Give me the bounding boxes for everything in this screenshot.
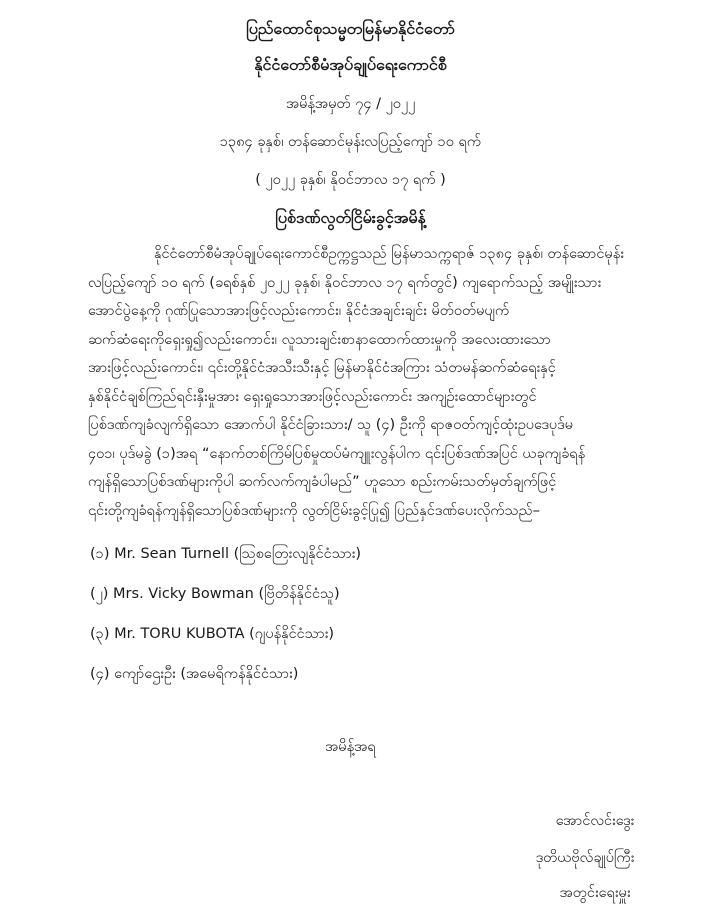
- list-item: (၂) Mrs. Vicky Bowman (ဗြိတိန်နိုင်ငံသူ): [90, 586, 340, 602]
- list-item: (၁) Mr. Sean Turnell (ဩစတြေးလျနိုင်ငံသား): [90, 546, 362, 562]
- body-line: လပြည့်ကျော် ၁၀ ရက် (ခရစ်နှစ် ၂၀၂၂ ခုနှစ်၊ နိုဝင်ဘာလ ၁၇ ရက်တွင်) ကျရောက်သည့် အမျိုးသား: [88, 274, 602, 291]
- body-line: နိုင်ငံတော်စီမံအုပ်ချုပ်ရေးကောင်စီဥက္ကဋ္ဌသည် မြန်မာသက္ကရာဇ် ၁၃၈၄ ခုနှစ်၊ တန်ဆောင်မုန်း: [154, 246, 624, 262]
- signatory-title: ဒုတိယဗိုလ်ချုပ်ကြီး: [535, 850, 635, 866]
- signatory-role: အတွင်းရေးမှူး: [559, 885, 631, 901]
- body-line: ကျန်ရှိသောပြစ်ဒဏ်များကိုပါ ဆက်လက်ကျခံပါမည်” ဟူသော စည်းကမ်းသတ်မှတ်ချက်ဖြင့်: [88, 474, 557, 490]
- header-country: ပြည်ထောင်စုသမ္မတမြန်မာနိုင်ငံတော်: [246, 19, 455, 38]
- order-body: [88, 240, 622, 525]
- list-item: (၄) ကျော်ဌေးဦး (အမေရိကန်နိုင်ငံသား): [90, 666, 299, 682]
- body-line: ဆက်ဆံရေးကိုရှေးရှု၍လည်းကောင်း၊ လူသားချင်းစာနာထောက်ထားမှုကို အလေးထားသော: [88, 331, 551, 348]
- by-order-label: အမိန့်အရ: [325, 739, 376, 755]
- signatory-name: အောင်လင်းဒွေး: [555, 813, 635, 829]
- order-number: အမိန့်အမှတ် ၇၄ / ၂၀၂၂: [285, 96, 416, 112]
- body-line: အားဖြင့်လည်းကောင်း၊ ၎င်းတို့နိုင်ငံအသီးသီးနှင့် မြန်မာနိုင်ငံအကြား သံတမန်ဆက်ဆံရေးနှင့်: [88, 360, 556, 376]
- body-line: နှစ်နိုင်ငံချစ်ကြည်ရင်းနှီးမှုအား ရှေးရှုသောအားဖြင့်လည်းကောင်း အကျဉ်းထောင်များတွင်: [88, 388, 537, 405]
- order-subject: ပြစ်ဒဏ်လွတ်ငြိမ်းခွင့်အမိန့်: [275, 208, 426, 227]
- body-line: အောင်ပွဲနေ့ကို ဂုဏ်ပြုသောအားဖြင့်လည်းကောင်း၊ နိုင်ငံအချင်းချင်း မိတ်ဝတ်မပျက်: [88, 303, 510, 319]
- body-line: ပြစ်ဒဏ်ကျခံလျက်ရှိသော အောက်ပါ နိုင်ငံခြားသား/ သူ (၄) ဦးကို ရာဇဝတ်ကျင့်ထုံးဥပဒေပုဒ်မ: [88, 417, 574, 433]
- header-council: နိုင်ငံတော်စီမံအုပ်ချုပ်ရေးကောင်စီ: [254, 55, 447, 74]
- list-item: (၃) Mr. TORU KUBOTA (ဂျပန်နိုင်ငံသား): [90, 626, 335, 642]
- date-gregorian: ( ၂၀၂၂ ခုနှစ်၊ နိုဝင်ဘာလ ၁၇ ရက် ): [255, 172, 446, 188]
- body-line: ၄၀၁၊ ပုဒ်မခွဲ (၁)အရ “နောက်တစ်ကြိမ်ပြစ်မှုထပ်မံကျူးလွန်ပါက ၎င်းပြစ်ဒဏ်အပြင် ယခုကျခံရန်: [88, 445, 586, 462]
- body-line: ၎င်းတို့ကျခံရန်ကျန်ရှိသောပြစ်ဒဏ်များကို လွတ်ငြိမ်းခွင့်ပြု၍ ပြည်နှင်ဒဏ်ပေးလိုက်သည်–: [88, 502, 540, 519]
- date-myanmar: ၁၃၈၄ ခုနှစ်၊ တန်ဆောင်မုန်းလပြည့်ကျော် ၁၀ ရက်: [219, 134, 482, 150]
